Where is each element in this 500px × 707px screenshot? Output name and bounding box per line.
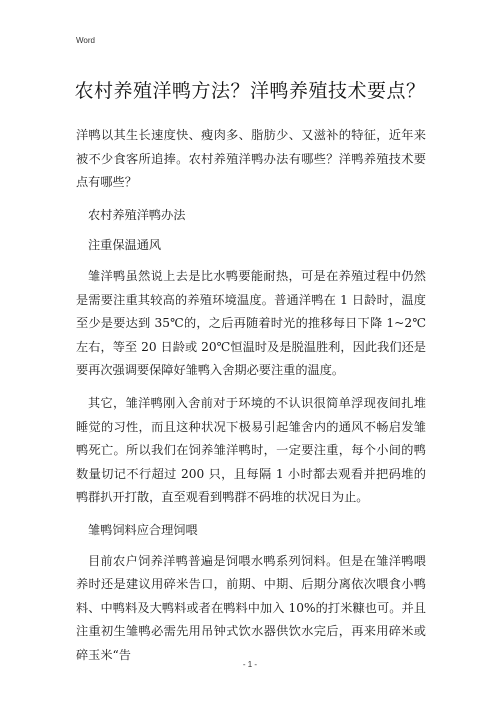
- subheading-feeding: 雏鸭饲料应合理饲喂: [88, 522, 198, 537]
- subheading-ventilation: 注重保温通风: [88, 238, 162, 253]
- section-heading: 农村养殖洋鸭办法: [88, 207, 186, 222]
- paragraph-temperature: 雏洋鸭虽然说上去是比水鸭要能耐热，可是在养殖过程中仍然是需要注重其较高的养殖环境温度。普通洋鸭在 1 日龄时，温度至少是要达到 35℃的，之后再随着时光的推移每日下降 1~2℃左右，等至 20 日龄或 20℃恒温时及是脱温胜利，因此我们还是要再次强调要保障好雏鸭入舍期必要注重的温度。: [76, 268, 426, 378]
- paragraph-crowding: 其它，雏洋鸭刚入舍前对于环境的不认识很简单浮现夜间扎堆睡觉的习性，而且这种状况下极易引起雏舍内的通风不畅启发雏鸭死亡。所以我们在饲养雏洋鸭时，一定要注重，每个小间的鸭数量切记不行超过 200 只，且每隔 1 小时都去观看并把码堆的鸭群扒开打散，直至观看到鸭群不码堆的状况日为止。: [76, 395, 426, 505]
- document-body: [76, 124, 426, 676]
- paragraph-feeding: 目前农户饲养洋鸭普遍是饲喂水鸭系列饲料。但是在雏洋鸭喂养时还是建议用碎米告口，前期、中期、后期分离依次喂食小鸭料、中鸭料及大鸭料或者在鸭料中加入 10%的打米糠也可。并且注重初生雏鸭必需先用吊钟式饮水器供饮水完后，再来用碎米或碎玉米“告: [76, 553, 426, 662]
- header-app-label: Word: [76, 36, 95, 45]
- page-number: - 1 -: [242, 660, 258, 669]
- intro-paragraph: 洋鸭以其生长速度快、瘦肉多、脂肪少、又滋补的特征，近年来被不少食客所追捧。农村养殖洋鸭办法有哪些？洋鸭养殖技术要点有哪些？: [76, 128, 426, 190]
- page-title: 农村养殖洋鸭方法？洋鸭养殖技术要点？: [74, 80, 426, 102]
